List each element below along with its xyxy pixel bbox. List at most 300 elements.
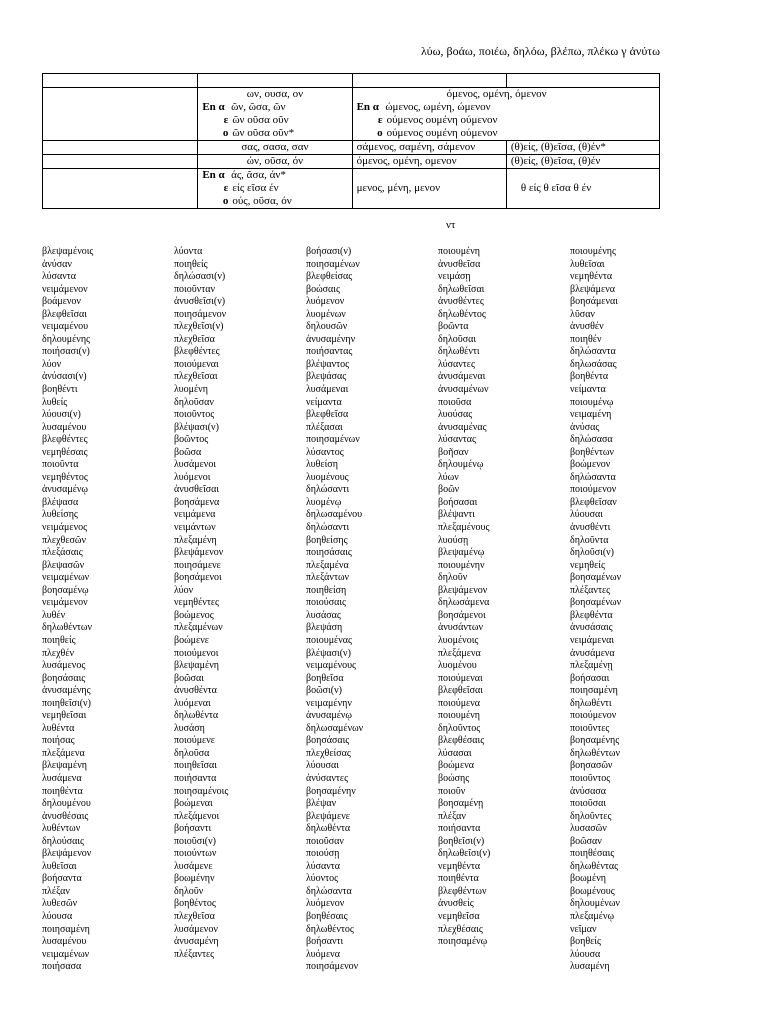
- word-item: πλεξαμένῳ: [570, 910, 615, 922]
- word-item: λύσασαι: [438, 747, 472, 759]
- word-item: βλεφθεῖσαι: [438, 685, 483, 697]
- page-title: λύω, βοάω, ποιέω, δηλόω, βλέπω, πλέκω γ ἀνύτω: [421, 44, 660, 58]
- word-item: ποιησαμένων: [306, 258, 360, 270]
- word-item: ποιήσασα: [42, 961, 82, 973]
- word-item: βλεψαμένη: [174, 660, 219, 672]
- word-item: ἀνύσασι(ν): [42, 371, 87, 383]
- word-item: βοηθεῖσα: [306, 672, 344, 684]
- word-item: λυόμενον: [306, 898, 345, 910]
- word-item: ἀνυσαμένων: [438, 384, 489, 396]
- word-item: βλεφθεῖσα: [306, 409, 349, 421]
- word-item: πλεξάμενα: [42, 747, 85, 759]
- word-item: νειμάμενα: [174, 509, 216, 521]
- table-row: [43, 155, 660, 169]
- table-cell: [43, 169, 198, 209]
- word-item: βλεψάση: [306, 622, 343, 634]
- word-item: ποιησάσαις: [306, 547, 352, 559]
- word-item: νειμαμένους: [306, 660, 357, 672]
- word-item: βοηθείς: [570, 936, 601, 948]
- word-item: νεμηθέντα: [438, 860, 481, 872]
- word-item: ποιούντων: [174, 848, 217, 860]
- ending-line: [202, 127, 347, 140]
- word-item: δηλωθέντος: [438, 308, 486, 320]
- word-item: πλεξάσαις: [42, 547, 83, 559]
- word-item: ποιησάμενον: [306, 961, 359, 973]
- word-item: βοώμενα: [438, 760, 474, 772]
- word-item: βλεψάμενον: [174, 547, 224, 559]
- word-item: βοήσασι(ν): [306, 246, 352, 257]
- ending-line: [202, 101, 347, 114]
- contract-label: ο: [222, 127, 229, 139]
- word-item: ποιηθείς: [42, 634, 76, 646]
- word-item: δηλούσαις: [42, 835, 85, 847]
- word-item: βοηθέντι: [42, 384, 78, 396]
- word-item: βοήσαντι: [174, 823, 212, 835]
- word-item: λυσάμεναι: [306, 384, 349, 396]
- word-item: λυσάμενοι: [174, 459, 217, 471]
- word-item: λυομένου: [438, 660, 477, 672]
- word-item: ἀνυσαμένῳ: [306, 710, 353, 722]
- word-item: βλεψάμενα: [570, 283, 615, 295]
- word-item: λυομένων: [306, 308, 346, 320]
- word-item: λύσαντα: [42, 271, 77, 283]
- word-item: πλεχθεῖσα: [174, 910, 215, 922]
- word-item: βοηθέντων: [570, 446, 614, 458]
- word-item: δηλοῦσαν: [174, 396, 214, 408]
- word-item: ποιήσας: [42, 735, 75, 747]
- ending-line: [202, 195, 347, 208]
- ending-text: ώμενος, ωμένη, ώμενον: [385, 101, 491, 113]
- word-item: ποιοῦντος: [570, 772, 611, 784]
- participle-endings-table: [42, 73, 660, 209]
- word-item: ποιηθέντα: [42, 785, 83, 797]
- word-item: βοώμεναι: [174, 798, 213, 810]
- word-item: βοηθέσαις: [306, 910, 348, 922]
- word-item: βλεψαμένῳ: [438, 547, 485, 559]
- word-item: ποιοῦσαι: [570, 798, 607, 810]
- word-item: πλέξαντες: [570, 584, 611, 596]
- word-item: νεμηθείς: [570, 559, 605, 571]
- word-item: λυσάμενε: [174, 860, 213, 872]
- word-item: λυθέντων: [42, 823, 81, 835]
- word-item: νειμαμένου: [42, 321, 89, 333]
- word-item: ποιησάμενε: [174, 559, 221, 571]
- ending-line: όμενος, ομένη, όμενον: [446, 88, 547, 100]
- word-item: ἀνυσθεῖσι(ν): [174, 296, 226, 308]
- word-item: βοήσασαι: [438, 496, 478, 508]
- word-item: βοῶσα: [174, 446, 202, 458]
- word-item: λυόμενα: [306, 948, 340, 960]
- word-item: βοώμενον: [570, 459, 611, 471]
- word-item: λυσάσας: [306, 609, 341, 621]
- table-cell: (θ)είς, (θ)εῖσα, (θ)έν*: [506, 141, 659, 155]
- word-item: ποιουμένης: [570, 246, 616, 257]
- word-item: ἀνυσθείς: [438, 898, 474, 910]
- word-item: ἀνύσαντες: [306, 772, 349, 784]
- word-item: νειμάμενον: [42, 283, 88, 295]
- word-item: πλεξαμένῃ: [570, 660, 613, 672]
- ending-text: ῶν οῦσα οῦν: [232, 114, 289, 126]
- word-item: δηλοῦντες: [570, 810, 612, 822]
- contract-label: ε: [223, 114, 229, 126]
- word-item: βοώμενε: [174, 634, 209, 646]
- word-item: δηλωσάμενα: [438, 597, 490, 609]
- table-cell: [352, 88, 659, 141]
- word-column-5: [570, 246, 621, 974]
- word-item: βοωμένη: [570, 873, 606, 885]
- word-item: ποιηθέντα: [438, 873, 479, 885]
- table-header-row: [43, 74, 660, 88]
- contract-label: ε: [377, 114, 383, 126]
- word-item: ποιουμένας: [306, 634, 352, 646]
- word-item: βλεφθέντων: [438, 885, 487, 897]
- contract-label: ο: [377, 127, 383, 139]
- word-item: λυσάμενα: [42, 772, 82, 784]
- word-item: βοησαμένων: [570, 572, 622, 584]
- word-item: βλεψάμενον: [42, 848, 92, 860]
- ending-text: ῶν, ῶσα, ῶν: [231, 101, 286, 113]
- word-item: λυθέν: [42, 609, 66, 621]
- word-item: ποιούμεναι: [174, 358, 219, 370]
- table-cell: [352, 74, 506, 88]
- ending-text: άς, ᾶσα, άν*: [231, 169, 286, 181]
- contract-label: En α: [202, 101, 225, 113]
- word-item: βοησαμένης: [570, 735, 620, 747]
- word-item: λυομένοις: [438, 634, 479, 646]
- word-item: πλεξαμένη: [174, 534, 217, 546]
- word-item: λυθεῖσαι: [42, 860, 77, 872]
- word-item: λύουσι(ν): [42, 409, 81, 421]
- word-item: λυσασῶν: [570, 823, 607, 835]
- word-item: ποιήσασι(ν): [42, 346, 90, 358]
- word-item: ἀνύσαν: [42, 258, 72, 270]
- word-item: βοησαμένῃ: [438, 798, 484, 810]
- word-item: βοησάσαις: [42, 672, 86, 684]
- word-item: πλεξάμενοι: [174, 810, 220, 822]
- word-item: ἀνυσαμένης: [42, 685, 91, 697]
- word-item: ποιησαμένη: [42, 923, 90, 935]
- word-item: πλεχθείσας: [306, 747, 351, 759]
- word-item: ποιουμένη: [438, 246, 481, 257]
- word-item: ποιησαμένῳ: [438, 936, 488, 948]
- word-item: βοῶντα: [438, 321, 469, 333]
- word-item: ἀνυσάμενα: [570, 647, 615, 659]
- word-item: βοωμένους: [570, 885, 615, 897]
- word-item: λυόμενοι: [174, 471, 211, 483]
- word-item: ἀνυσθέν: [570, 321, 604, 333]
- word-item: λύον: [42, 358, 62, 370]
- word-item: λύσαντες: [438, 358, 475, 370]
- word-item: δηλουμένης: [42, 333, 91, 345]
- word-item: ποιούμενον: [570, 710, 617, 722]
- ending-line: [202, 114, 347, 127]
- word-item: δηλωσαμένου: [306, 509, 363, 521]
- word-item: δηλώσαντα: [570, 346, 616, 358]
- word-column-4: [438, 246, 490, 949]
- word-item: νειμαμένων: [42, 948, 90, 960]
- word-item: βλεφθέντες: [42, 434, 88, 446]
- ending-line: [357, 114, 655, 127]
- word-item: ποιηθεῖσαι: [174, 760, 217, 772]
- word-item: λυούσας: [438, 409, 473, 421]
- word-item: λυθεῖσαι: [570, 258, 605, 270]
- word-item: βοηθείσης: [306, 534, 348, 546]
- word-item: πλεχθεῖσαι: [174, 371, 218, 383]
- word-item: λύσαντος: [306, 446, 344, 458]
- word-item: ποιοῦνταν: [174, 283, 215, 295]
- word-item: λυθείσης: [42, 509, 78, 521]
- word-item: ποιησαμένοις: [174, 785, 229, 797]
- table-row: [43, 141, 660, 155]
- word-item: λύοντος: [306, 873, 339, 885]
- word-item: λύων: [438, 471, 459, 483]
- word-item: βλεψάσας: [306, 371, 347, 383]
- word-item: δηλωθέντας: [570, 860, 619, 872]
- word-item: ποιηθείς: [174, 258, 208, 270]
- word-item: λυομένῳ: [306, 496, 342, 508]
- word-item: βοηθέντα: [570, 371, 609, 383]
- word-item: βλεψασῶν: [42, 559, 85, 571]
- word-item: λυσαμένου: [42, 421, 87, 433]
- word-item: δηλωσάσας: [570, 358, 617, 370]
- word-item: δηλοῦν: [438, 572, 468, 584]
- table-cell: [43, 155, 198, 169]
- word-item: νεῖμαν: [570, 923, 597, 935]
- word-item: πλέξαν: [438, 810, 466, 822]
- word-item: ποιοῦν: [438, 785, 466, 797]
- word-item: ποιηθεῖσι(ν): [42, 697, 91, 709]
- word-column-2: [174, 246, 228, 961]
- ending-text: ούς, οῦσα, όν: [232, 195, 292, 207]
- word-item: νειμαμένων: [42, 572, 90, 584]
- word-item: ποιούσῃ: [306, 848, 340, 860]
- word-item: ποιησάμενον: [174, 308, 227, 320]
- word-item: δηλώσασα: [570, 434, 613, 446]
- ending-text: ούμενος ουμένη ούμενον: [386, 127, 498, 139]
- table-cell: σας, σασα, σαν: [198, 141, 352, 155]
- table-cell: θ είς θ εῖσα θ έν: [506, 169, 659, 209]
- word-item: βοησάμεναι: [570, 296, 618, 308]
- table-row: [43, 88, 660, 141]
- word-item: δηλουμένῳ: [438, 459, 484, 471]
- word-item: δηλώσαντι: [306, 522, 350, 534]
- word-item: ποιήσαντα: [438, 823, 481, 835]
- word-item: νεμηθέσαις: [42, 446, 88, 458]
- word-item: δηλωθέντι: [438, 346, 480, 358]
- word-item: ποιοῦντος: [174, 409, 215, 421]
- word-item: νειμαμένη: [570, 409, 612, 421]
- word-item: βλέψασα: [42, 496, 79, 508]
- word-item: ποιοῦσαν: [306, 835, 344, 847]
- word-item: δηλωθέντα: [174, 710, 219, 722]
- word-item: δηλουμένου: [42, 798, 91, 810]
- word-item: ποιούμενοι: [174, 647, 219, 659]
- word-item: λυομένους: [306, 471, 349, 483]
- word-item: ποιουμένῳ: [570, 396, 614, 408]
- contract-label: ο: [222, 195, 229, 207]
- word-item: δηλοῦσι(ν): [570, 547, 615, 559]
- word-item: λυσάμενον: [174, 923, 218, 935]
- word-item: ἀνύσας: [570, 421, 600, 433]
- word-item: λύσαντα: [306, 860, 341, 872]
- word-item: βλεφθεῖσαι: [42, 308, 87, 320]
- word-item: ποιησαμένων: [306, 434, 360, 446]
- word-item: νειμάμενον: [42, 597, 88, 609]
- word-item: ποιοῦσι(ν): [174, 835, 216, 847]
- word-item: βοάμενον: [42, 296, 81, 308]
- word-item: ποιηθέσαις: [570, 848, 615, 860]
- word-item: νεμηθέντα: [570, 271, 613, 283]
- ending-line: [202, 182, 347, 195]
- word-item: λυούσῃ: [438, 534, 469, 546]
- word-item: δηλώσασι(ν): [174, 271, 226, 283]
- table-cell: όμενος, ομένη, ομενον: [352, 155, 506, 169]
- ending-text: ούμενος ουμένη ούμενον: [386, 114, 498, 126]
- word-item: ἀνυσάμεναι: [438, 371, 486, 383]
- table-cell: [43, 141, 198, 155]
- word-item: δηλοῦσα: [174, 747, 210, 759]
- word-item: λύον: [174, 584, 194, 596]
- word-item: λυσαμένη: [570, 961, 610, 973]
- word-item: νειμάμενος: [42, 522, 88, 534]
- word-item: ποιοῦντα: [42, 459, 79, 471]
- word-item: βοησάσαις: [306, 735, 350, 747]
- note-text: ντ: [446, 219, 456, 231]
- word-item: λυομένη: [174, 384, 208, 396]
- word-item: βλεφθέντες: [174, 346, 220, 358]
- ending-text: είς εῖσα έν: [232, 182, 279, 194]
- word-item: βοήσασαι: [570, 672, 610, 684]
- word-item: βοησασῶν: [570, 760, 613, 772]
- word-item: λύουσαι: [306, 760, 339, 772]
- word-item: βοώσης: [438, 772, 470, 784]
- word-column-1: [42, 246, 93, 974]
- word-item: βοώσαις: [306, 283, 340, 295]
- word-item: λύουσα: [570, 948, 601, 960]
- word-item: πλεξαμένα: [306, 559, 349, 571]
- word-item: βλέψαντος: [306, 358, 350, 370]
- word-item: νειμάντων: [174, 522, 216, 534]
- word-item: νεμηθέντες: [174, 597, 219, 609]
- word-item: δηλωθεῖσι(ν): [438, 848, 491, 860]
- word-item: ἀνυσαμένη: [174, 936, 219, 948]
- table-cell: [198, 169, 352, 209]
- word-item: ποιούμεναι: [438, 672, 483, 684]
- word-item: βοησαμένην: [306, 785, 356, 797]
- word-item: ποιουμένη: [438, 710, 481, 722]
- word-item: βοήσαντα: [42, 873, 82, 885]
- word-item: βοῶν: [438, 484, 460, 496]
- word-item: λυσαμένου: [42, 936, 87, 948]
- word-item: δηλώσαντα: [570, 471, 616, 483]
- word-item: λυσάμενος: [42, 660, 86, 672]
- table-cell: ών, οῦσα, όν: [198, 155, 352, 169]
- word-item: ποιήσαντα: [174, 772, 217, 784]
- table-cell: σάμενος, σαμένη, σάμενον: [352, 141, 506, 155]
- word-item: ποιοῦντες: [570, 722, 610, 734]
- word-item: δηλουμένων: [570, 898, 620, 910]
- table-row: [43, 169, 660, 209]
- word-item: λύουσα: [42, 910, 73, 922]
- word-item: νειμάσῃ: [438, 271, 471, 283]
- word-item: νεμηθέντος: [42, 471, 88, 483]
- word-item: βοῶσαι: [174, 672, 204, 684]
- word-item: ποιοῦσα: [438, 396, 472, 408]
- word-item: ποιούσαις: [306, 597, 346, 609]
- word-item: δηλωθέντα: [306, 823, 351, 835]
- word-item: βλεφθέσαις: [438, 735, 485, 747]
- table-cell: [198, 88, 352, 141]
- word-item: βοηθεῖσι(ν): [438, 835, 485, 847]
- word-item: βλεφθείσας: [306, 271, 353, 283]
- word-item: ἀνυσθέντες: [438, 296, 484, 308]
- word-item: ἀνυσθέντι: [570, 522, 611, 534]
- word-item: ποιούμενα: [438, 697, 481, 709]
- word-item: πλεξάμενα: [438, 647, 481, 659]
- word-item: δηλωθέντος: [306, 923, 354, 935]
- word-item: πλεχθέσαις: [438, 923, 483, 935]
- word-item: πλεχθέν: [42, 647, 75, 659]
- word-item: βοώμενος: [174, 609, 214, 621]
- word-item: ἀνυσαμένας: [438, 421, 487, 433]
- word-item: ἀνυσθεῖσαι: [174, 484, 220, 496]
- word-item: βλεφθεῖσαν: [570, 496, 617, 508]
- word-item: νείμαντα: [570, 384, 606, 396]
- word-item: πλεξαμένων: [174, 622, 223, 634]
- word-item: δηλώσαντα: [306, 885, 352, 897]
- word-item: δηλοῦσαι: [438, 333, 477, 345]
- word-item: ἀνυσαμένῳ: [42, 484, 89, 496]
- ending-text: ῶν οῦσα οῦν*: [232, 127, 295, 139]
- word-item: δηλωσαμένων: [306, 722, 364, 734]
- word-item: δηλωθέντι: [570, 697, 612, 709]
- word-item: ποιηθέν: [570, 333, 602, 345]
- ending-line: [357, 127, 655, 140]
- word-item: λύσαντας: [438, 434, 476, 446]
- word-item: βοησαμένῳ: [42, 584, 89, 596]
- ending-line: [202, 169, 347, 182]
- word-item: δηλοῦντα: [570, 534, 609, 546]
- ending-line: [357, 101, 655, 114]
- word-item: ποιούμενε: [174, 735, 215, 747]
- word-item: βοησάμενα: [174, 496, 220, 508]
- word-item: βλεψάμενον: [438, 584, 488, 596]
- word-columns: [0, 246, 768, 986]
- word-item: δηλωθέντων: [570, 747, 621, 759]
- word-item: πλεξάντων: [306, 572, 350, 584]
- word-item: νείμαντα: [306, 396, 342, 408]
- table-cell: [198, 74, 352, 88]
- word-item: δηλώσαντι: [306, 484, 350, 496]
- word-item: βοῶσι(ν): [306, 685, 342, 697]
- word-item: λυθείση: [306, 459, 338, 471]
- word-item: νεμηθεῖσα: [438, 910, 480, 922]
- word-item: ἀνύσασα: [570, 785, 606, 797]
- word-item: νειμάμεναι: [570, 634, 615, 646]
- word-item: πλέξαντες: [174, 948, 215, 960]
- word-item: δηλωθεῖσαι: [438, 283, 485, 295]
- word-item: πλεξαμένους: [438, 522, 490, 534]
- word-item: ἀνυσάσαις: [570, 622, 613, 634]
- word-item: βλέψασι(ν): [174, 421, 219, 433]
- word-item: ἀνυσαμένην: [306, 333, 356, 345]
- word-item: νειμαμένην: [306, 697, 352, 709]
- word-item: βλεψάμενε: [306, 810, 350, 822]
- contract-label: En α: [356, 101, 379, 113]
- word-item: λῦσαν: [570, 308, 595, 320]
- contract-label: ε: [223, 182, 229, 194]
- word-item: δηλωθέντων: [42, 622, 93, 634]
